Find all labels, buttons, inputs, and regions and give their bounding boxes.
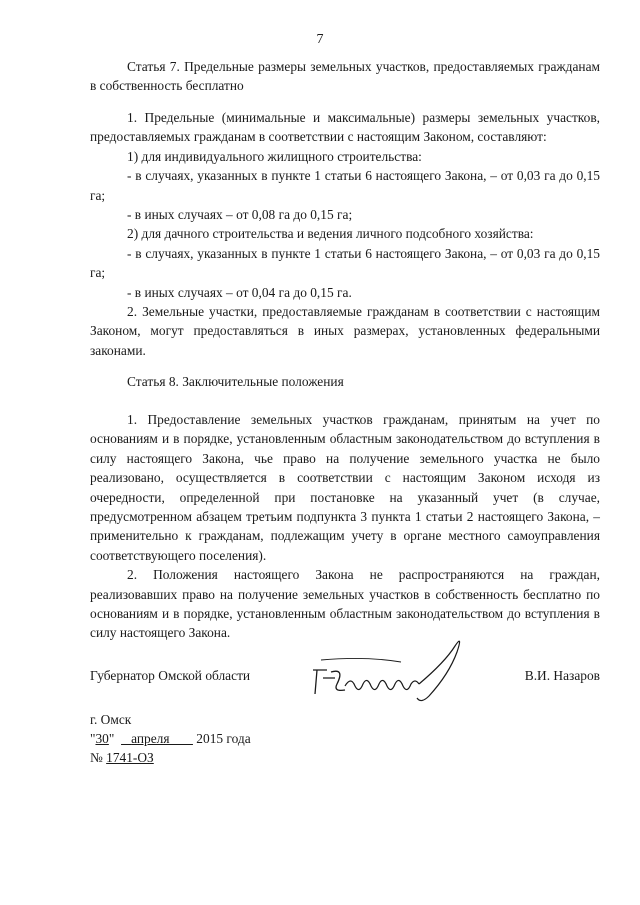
number-value: 1741-ОЗ	[106, 750, 154, 765]
article-7-body	[90, 108, 600, 360]
article-7-paragraph-2: 2. Земельные участки, предоставляемые гражданам в соответствии с настоящим Законом, могут предоставляться в иных размерах, установленных федеральными законами.	[90, 304, 600, 358]
number-prefix: №	[90, 750, 103, 765]
article-7-item-1-b: - в иных случаях – от 0,08 га до 0,15 га;	[127, 207, 353, 223]
date-month: апреля	[131, 731, 170, 746]
date-year: 2015 года	[196, 731, 251, 746]
article-7-item-2-b: - в иных случаях – от 0,04 га до 0,15 га.	[127, 284, 352, 300]
article-7-paragraph-1: 1. Предельные (минимальные и максимальные) размеры земельных участков, предоставляемых гражданам в соответствии с настоящим Законом, составляют:	[90, 110, 600, 145]
law-number	[90, 748, 251, 767]
page-number: 7	[316, 32, 324, 47]
signatory-position: Губернатор Омской области	[90, 668, 251, 683]
article-7-item-2: 2) для дачного строительства и ведения личного подсобного хозяйства:	[127, 226, 534, 242]
article-8-heading	[90, 372, 600, 391]
date-day: 30	[95, 731, 109, 746]
article-8-body	[90, 410, 600, 643]
article-7-item-1-a: - в случаях, указанных в пункте 1 статьи 6 настоящего Закона, – от 0,03 га до 0,15 га;	[90, 168, 600, 203]
article-7-item-1: 1) для индивидуального жилищного строительства:	[127, 148, 422, 164]
city: г. Омск	[90, 712, 132, 727]
article-7-heading	[90, 57, 600, 95]
signature-row	[90, 668, 600, 688]
article-8-title: Статья 8. Заключительные положения	[127, 374, 344, 389]
article-8-paragraph-2: 2. Положения настоящего Закона не распространяются на граждан, реализовавших право на получение земельных участков в собственность бесплатно по основаниям и в порядке, установленным областным законодательством до вступления в силу настоящего Закона.	[90, 567, 600, 641]
adoption-date: "30" апреля 2015 года	[90, 731, 251, 746]
article-7-title: Статья 7. Предельные размеры земельных участков, предоставляемых гражданам в собственность бесплатно	[90, 59, 600, 93]
signatory-name: В.И. Назаров	[524, 668, 600, 683]
article-8-paragraph-1: 1. Предоставление земельных участков гражданам, принятым на учет по основаниям и в порядке, установленным областным законодательством до вступления в силу настоящего Закона, чье право на получение земельного участка не было реализовано, осуществляется в соответствии с настоящим Законом исходя из очередности, определенной при постановке на указанный учет (в случае, предусмотренном абзацем третьим подпункта 3 пункта 1 статьи 2 настоящего Закона, – применительно к гражданам, подлежащим учету в органе местного самоуправления соответствующего поселения).	[90, 412, 600, 563]
document-footer	[90, 710, 251, 767]
article-7-item-2-a: - в случаях, указанных в пункте 1 статьи 6 настоящего Закона, – от 0,03 га до 0,15 га;	[90, 245, 600, 281]
